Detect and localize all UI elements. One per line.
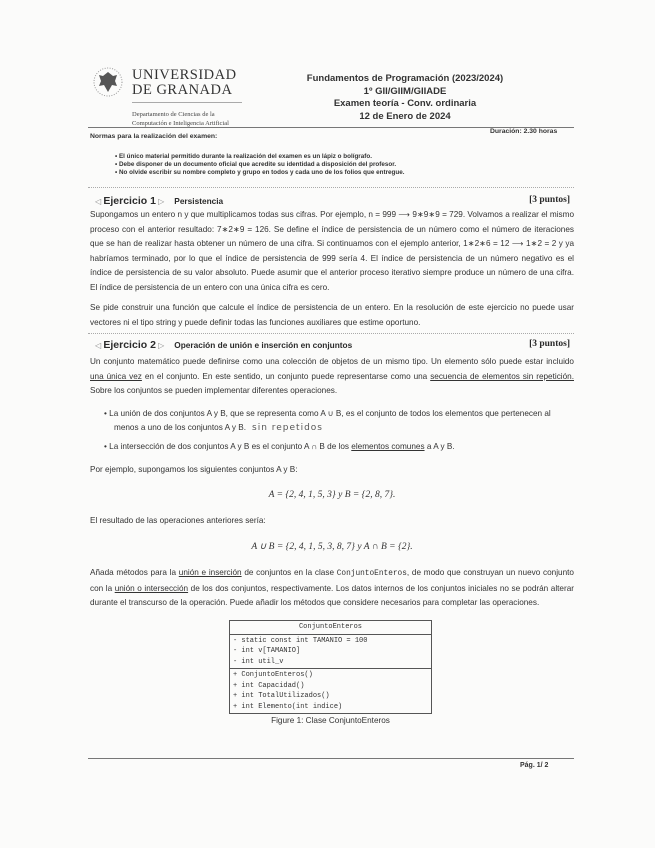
union-text: La unión de dos conjuntos A y B, que se representa como A ∪ B, es el conjunto de todos los elementos que pertenecen al menos a uno de los conjuntos A y B. (109, 409, 551, 433)
underlined-text: unión e inserción (178, 568, 242, 577)
exercise1-body (90, 208, 574, 336)
exercise1-label: Ejercicio 1 (103, 195, 156, 207)
exercise2-points: [3 puntos] (529, 339, 570, 349)
exercise1-points: [3 puntos] (529, 195, 570, 205)
section-divider (88, 333, 574, 334)
underlined-text: secuencia de elementos sin repetición. (430, 371, 574, 381)
intersection-text: a A y B. (424, 441, 455, 451)
example-sets: A = {2, 4, 1, 5, 3} y B = {2, 8, 7}. (268, 490, 396, 500)
uml-attribute: - int v[TAMANIO] (233, 647, 301, 655)
task-text (90, 566, 574, 611)
task-part: , de modo que construyan un nuevo conjunto con la (90, 568, 574, 593)
rule-item: • No olvide escribir su nombre completo y grupo en todos y cada uno de los folios que entregue. (115, 169, 404, 177)
rule-item: • Debe disponer de un documento oficial que acredite su identidad a disposición del profesor. (115, 161, 404, 169)
exercise1-paragraph: Se pide construir una función que calcule el índice de persistencia de un entero. En la resolución de este ejercicio no puede usar vectores ni el tipo string y puede definir todas las funciones auxiliares que estime oportuno. (90, 303, 574, 327)
university-crest-logo (93, 66, 123, 98)
rules-list (115, 153, 404, 178)
department-line2: Computación e Inteligencia Artificial (132, 120, 229, 127)
page-number: Pág. 1/ 2 (520, 762, 549, 769)
university-line1: UNIVERSIDAD (132, 67, 237, 83)
exercise2-label: Ejercicio 2 (103, 339, 156, 351)
task-part: Añada métodos para la (90, 568, 179, 577)
exam-type: Examen teoría - Conv. ordinaria (333, 98, 477, 109)
footer-rule (88, 758, 574, 759)
uml-attribute: - static const int TAMANIO = 100 (233, 636, 368, 645)
operations-list (104, 407, 574, 458)
exercise1-title: Persistencia (174, 196, 224, 206)
duration: Duración: 2.30 horas (490, 128, 558, 135)
underlined-text: una única vez (90, 371, 142, 381)
union-bullet: • La unión de dos conjuntos A y B, que se representa como A ∪ B, es el conjunto de todos los elementos que pertenecen al menos a uno de los conjuntos A y B. sin repetidos (104, 409, 551, 434)
rule-item: • El único material permitido durante la realización del examen es un lápiz o bolígrafo. (115, 153, 404, 161)
university-line2: DE GRANADA (132, 82, 233, 98)
exam-date: 12 de Enero de 2024 (359, 110, 451, 122)
department-line1: Departamento de Ciencias de la (132, 111, 215, 118)
section-divider (88, 187, 574, 188)
exercise1-heading: ◁ Ejercicio 1 ▷ Persistencia [3 puntos] (95, 195, 570, 207)
exercise2-intro (90, 355, 574, 405)
intro-text: Un conjunto matemático puede definirse como una colección de objetos de un mismo tipo. Un elemento sólo puede estar incluido (90, 357, 574, 366)
intro-text: Sobre los conjuntos se pueden implementar diferentes operaciones. (90, 386, 338, 395)
uml-method: + int Capacidad() (233, 681, 305, 690)
intersection-text: La intersección de dos conjuntos A y B es el conjunto A ∩ B de los (109, 441, 352, 451)
intro-text: en el conjunto. En este sentido, un conjunto puede representarse como una (141, 371, 431, 381)
exercise2-heading: ◁ Ejercicio 2 ▷ Operación de unión e inserción en conjuntos [3 puntos] (95, 339, 570, 351)
uml-attributes (230, 634, 432, 669)
underlined-text: elementos comunes (351, 441, 425, 451)
course-title: Fundamentos de Programación (2023/2024) (306, 73, 504, 84)
result-sets: A ∪ B = {2, 4, 1, 5, 3, 8, 7} y A ∩ B = {2}. (251, 542, 413, 552)
uml-class-diagram (229, 620, 432, 714)
class-name: ConjuntoEnteros (336, 570, 407, 578)
exam-title-block (290, 73, 520, 123)
department (132, 110, 229, 128)
underlined-text: unión o intersección (114, 583, 189, 593)
figure-caption: Figure 1: Clase ConjuntoEnteros (271, 716, 390, 725)
example-intro: Por ejemplo, supongamos los siguientes conjuntos A y B: (90, 465, 298, 474)
exercise2-title: Operación de unión e inserción en conjuntos (174, 340, 353, 350)
degrees: 1º GII/GIIM/GIIADE (363, 85, 447, 97)
rules-title: Normas para la realización del examen: (90, 133, 218, 140)
logo-divider (132, 102, 242, 103)
uml-method: + int Elemento(int indice) (233, 702, 343, 711)
uml-method: + int TotalUtilizados() (233, 692, 330, 700)
task-part: de los dos conjuntos, respectivamente. Los datos internos de los conjuntos iniciales no se podrán alterar durante el transcurso de la operación. Puede añadir los métodos que considere necesarios para completar las operaciones. (90, 583, 574, 607)
exercise1-paragraph: Supongamos un entero n y que multiplicamos todas sus cifras. Por ejemplo, n = 999 ⟶ 9∗9∗9 = 729. Volvamos a realizar el mismo proceso con el anterior resultado: 7∗2∗9 = 126. Se define el índice de persistencia de un número como el número de iteraciones que se han de realizar hasta obtener un número de una cifra. Si continuamos con el ejemplo anterior, 1∗2∗6 = 12 ⟶ 1∗2 = 2 y ya habríamos terminado, por lo que el índice de persistencia de 999 sería 4. El índice de persistencia de un número negativo es el índice de persistencia de su valor absoluto. Puede asumir que el anterior proceso iterativo siempre produce un número de una cifra. El índice de persistencia de un entero con una única cifra es cero. (90, 210, 574, 292)
intersection-bullet: • La intersección de dos conjuntos A y B es el conjunto A ∩ B de los elementos comunes a A y B. (104, 441, 455, 451)
uml-class-name: ConjuntoEnteros (230, 621, 432, 635)
uml-method: + ConjuntoEnteros() (233, 671, 313, 679)
uml-attribute: - int util_v (233, 657, 284, 666)
university-name (132, 68, 237, 98)
result-intro: El resultado de las operaciones anteriores sería: (90, 516, 266, 525)
task-part: de conjuntos en la clase (241, 568, 337, 577)
handwritten-note: sin repetidos (252, 423, 323, 434)
uml-methods (230, 669, 432, 714)
